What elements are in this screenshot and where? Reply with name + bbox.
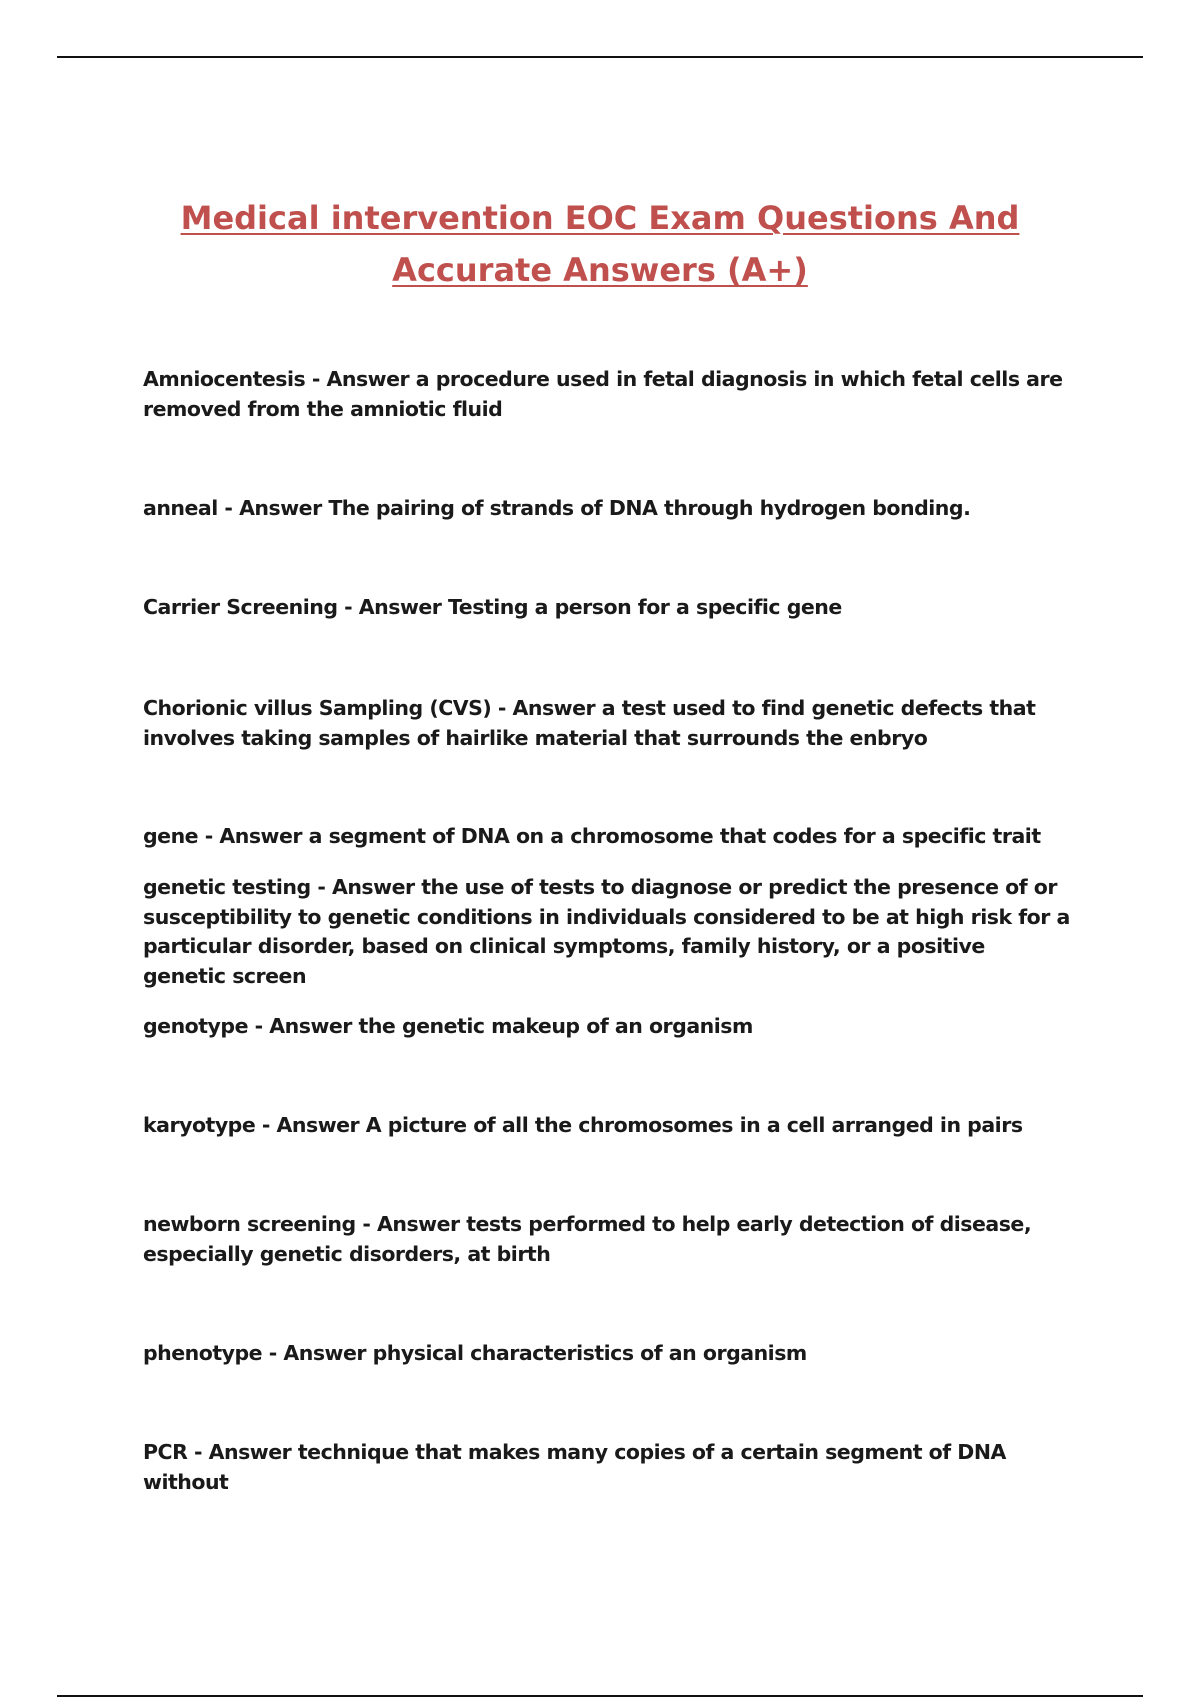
entry-gene: gene - Answer a segment of DNA on a chromosome that codes for a specific trait [143, 824, 1041, 848]
entry-karyotype: karyotype - Answer A picture of all the chromosomes in a cell arranged in pairs [143, 1113, 1023, 1137]
bottom-rule [57, 1695, 1143, 1697]
entry-pcr: PCR - Answer technique that makes many copies of a certain segment of DNA without [143, 1440, 1006, 1494]
entry-anneal: anneal - Answer The pairing of strands of DNA through hydrogen bonding. [143, 496, 971, 520]
entry-amniocentesis: Amniocentesis - Answer a procedure used in fetal diagnosis in which fetal cells are removed from the amniotic fluid [143, 367, 1063, 421]
entry-phenotype: phenotype - Answer physical characteristics of an organism [143, 1341, 807, 1365]
top-rule [57, 56, 1143, 58]
entry-genetic-testing: genetic testing - Answer the use of tests to diagnose or predict the presence of or susceptibility to genetic conditions in individuals considered to be at high risk for a particular disorder, based on clinical symptoms, family history, or a positive genetic screen [143, 875, 1070, 988]
entry-chorionic-villus-sampling: Chorionic villus Sampling (CVS) - Answer a test used to find genetic defects that involves taking samples of hairlike material that surrounds the enbryo [143, 696, 1036, 750]
title-line-2: Accurate Answers (A+) [392, 251, 808, 289]
entry-carrier-screening: Carrier Screening - Answer Testing a person for a specific gene [143, 595, 842, 619]
entry-newborn-screening: newborn screening - Answer tests performed to help early detection of disease, especially genetic disorders, at birth [143, 1212, 1032, 1266]
entry-genotype: genotype - Answer the genetic makeup of an organism [143, 1014, 753, 1038]
title-line-1: Medical intervention EOC Exam Questions And [180, 199, 1020, 237]
document-title [100, 192, 1100, 296]
